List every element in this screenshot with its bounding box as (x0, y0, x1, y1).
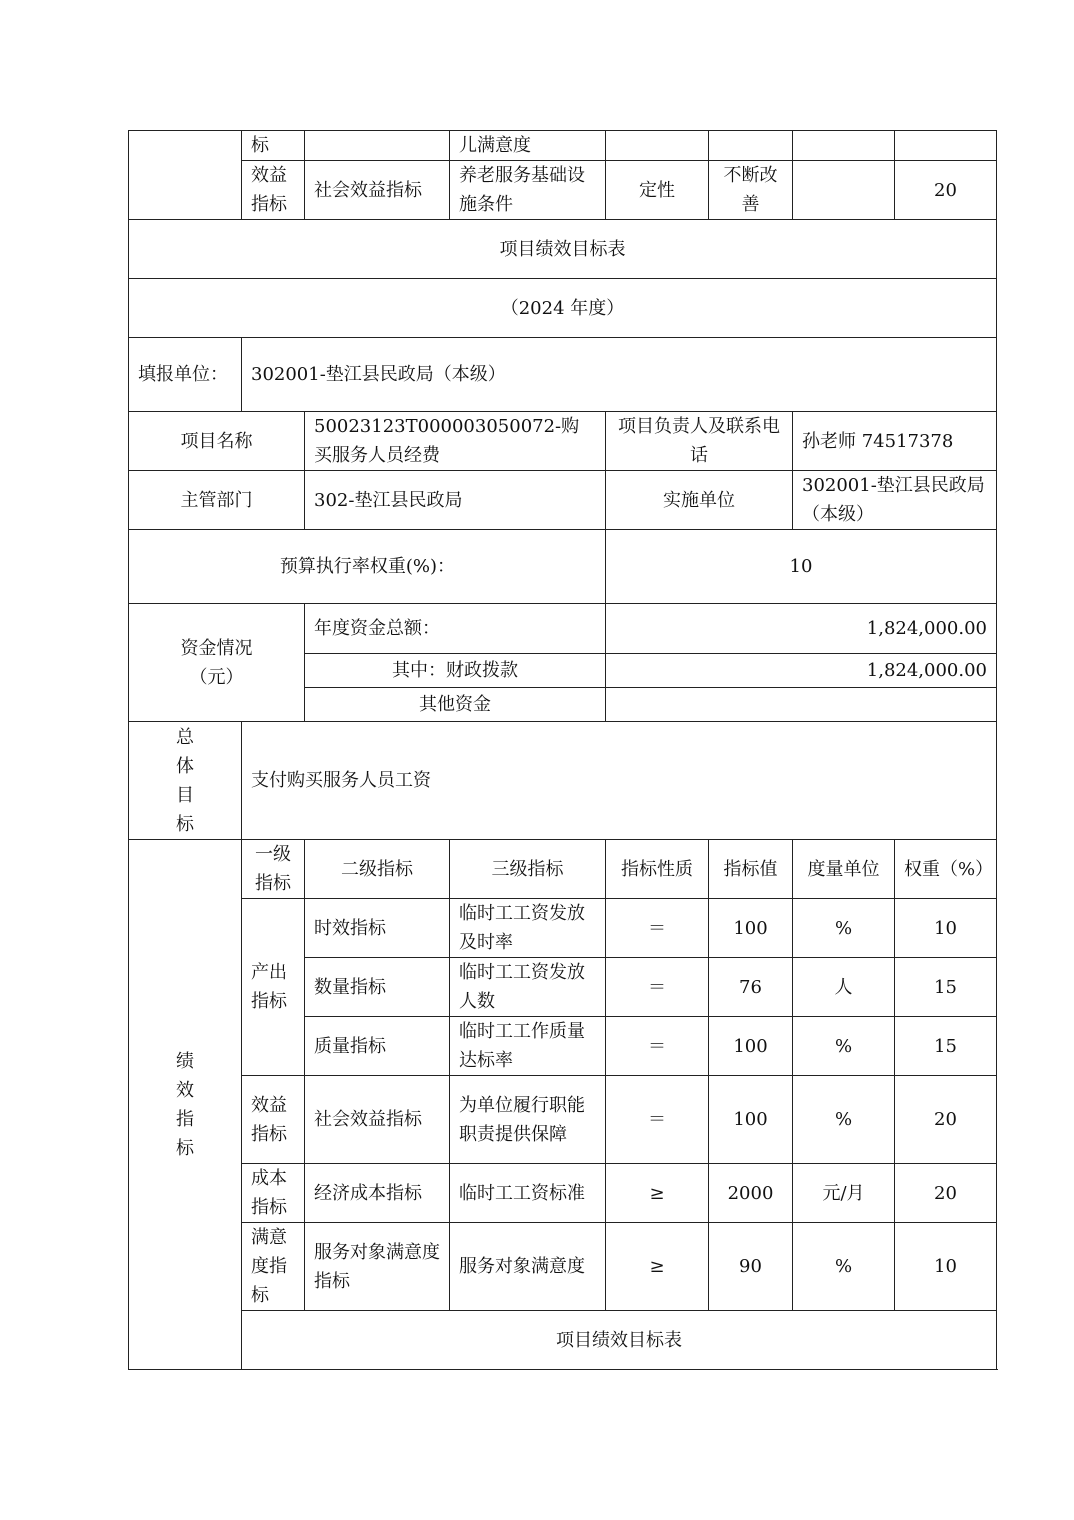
cont-nature-cell: 定性 (606, 161, 709, 220)
unit-cell: % (793, 1017, 895, 1076)
cont-level1-cell: 效益指标 (242, 161, 305, 220)
weight-cell: 10 (895, 1223, 997, 1311)
reporting-unit-label: 填报单位： (129, 338, 242, 412)
next-table-title: 项目绩效目标表 (242, 1311, 997, 1370)
weight-cell: 15 (895, 1017, 997, 1076)
level2-cell: 质量指标 (305, 1017, 450, 1076)
nature-cell: ≥ (606, 1164, 709, 1223)
contact-value: 孙老师 74517378 (793, 412, 997, 471)
table-row (129, 1223, 997, 1311)
level2-cell: 数量指标 (305, 958, 450, 1017)
table-row (129, 1164, 997, 1223)
impl-value: 302001-垫江县民政局（本级） (793, 471, 997, 530)
contact-label: 项目负责人及联系电话 (606, 412, 793, 471)
value-cell: 100 (709, 1076, 793, 1164)
cont-unit-cell (793, 161, 895, 220)
cont-value-cell: 不断改善 (709, 161, 793, 220)
table-title: 项目绩效目标表 (129, 220, 997, 279)
year-label: （2024 年度） (129, 279, 997, 338)
budget-rate-value: 10 (606, 530, 997, 604)
value-cell: 100 (709, 899, 793, 958)
level1-cell: 成本指标 (242, 1164, 305, 1223)
dept-value: 302-垫江县民政局 (305, 471, 606, 530)
weight-cell: 20 (895, 1164, 997, 1223)
unit-cell: 元/月 (793, 1164, 895, 1223)
level2-cell: 社会效益指标 (305, 1076, 450, 1164)
header-unit: 度量单位 (793, 840, 895, 899)
funds-total-label: 年度资金总额： (305, 604, 606, 654)
funds-label: 资金情况（元） (129, 604, 305, 722)
level1-cell: 产出指标 (242, 899, 305, 1076)
project-name-label: 项目名称 (129, 412, 305, 471)
level2-cell: 服务对象满意度指标 (305, 1223, 450, 1311)
header-value: 指标值 (709, 840, 793, 899)
reporting-unit-value: 302001-垫江县民政局（本级） (242, 338, 997, 412)
cont-level3-cell: 养老服务基础设施条件 (450, 161, 606, 220)
cont-weight-cell: 20 (895, 161, 997, 220)
header-level3: 三级指标 (450, 840, 606, 899)
impl-label: 实施单位 (606, 471, 793, 530)
dept-label: 主管部门 (129, 471, 305, 530)
funds-other-label: 其他资金 (305, 688, 606, 722)
level3-cell: 临时工工资标准 (450, 1164, 606, 1223)
cont-level3-cell: 儿满意度 (450, 131, 606, 161)
value-cell: 76 (709, 958, 793, 1017)
header-weight: 权重（%） (895, 840, 997, 899)
level3-cell: 临时工工资发放及时率 (450, 899, 606, 958)
nature-cell: ＝ (606, 958, 709, 1017)
performance-target-table (128, 130, 997, 1370)
weight-cell: 10 (895, 899, 997, 958)
level1-cell: 满意度指标 (242, 1223, 305, 1311)
cont-level2-cell: 社会效益指标 (305, 161, 450, 220)
unit-cell: % (793, 1076, 895, 1164)
level1-cell: 效益指标 (242, 1076, 305, 1164)
level3-cell: 为单位履行职能职责提供保障 (450, 1076, 606, 1164)
header-level2: 二级指标 (305, 840, 450, 899)
funds-fiscal-label: 其中：财政拨款 (305, 654, 606, 688)
value-cell: 90 (709, 1223, 793, 1311)
table-row (129, 1076, 997, 1164)
cont-blank-cell (129, 131, 242, 220)
funds-other-value (606, 688, 997, 722)
unit-cell: % (793, 899, 895, 958)
header-nature: 指标性质 (606, 840, 709, 899)
level3-cell: 临时工工资发放人数 (450, 958, 606, 1017)
level2-cell: 经济成本指标 (305, 1164, 450, 1223)
goal-value: 支付购买服务人员工资 (242, 722, 997, 840)
nature-cell: ＝ (606, 1017, 709, 1076)
table-row (129, 161, 997, 220)
table-row (129, 899, 997, 958)
nature-cell: ＝ (606, 899, 709, 958)
cont-level1-cell: 标 (242, 131, 305, 161)
funds-fiscal-value: 1,824,000.00 (606, 654, 997, 688)
budget-rate-label: 预算执行率权重(%)： (129, 530, 606, 604)
unit-cell: 人 (793, 958, 895, 1017)
funds-total-value: 1,824,000.00 (606, 604, 997, 654)
level3-cell: 临时工工作质量达标率 (450, 1017, 606, 1076)
nature-cell: ≥ (606, 1223, 709, 1311)
level3-cell: 服务对象满意度 (450, 1223, 606, 1311)
weight-cell: 15 (895, 958, 997, 1017)
header-level1: 一级指标 (242, 840, 305, 899)
indicators-label: 绩效指标 (129, 840, 242, 1370)
unit-cell: % (793, 1223, 895, 1311)
goal-label: 总体目标 (129, 722, 242, 840)
project-name-value: 50023123T000003050072-购买服务人员经费 (305, 412, 606, 471)
level2-cell: 时效指标 (305, 899, 450, 958)
weight-cell: 20 (895, 1076, 997, 1164)
value-cell: 100 (709, 1017, 793, 1076)
table-row (129, 131, 997, 161)
value-cell: 2000 (709, 1164, 793, 1223)
nature-cell: ＝ (606, 1076, 709, 1164)
